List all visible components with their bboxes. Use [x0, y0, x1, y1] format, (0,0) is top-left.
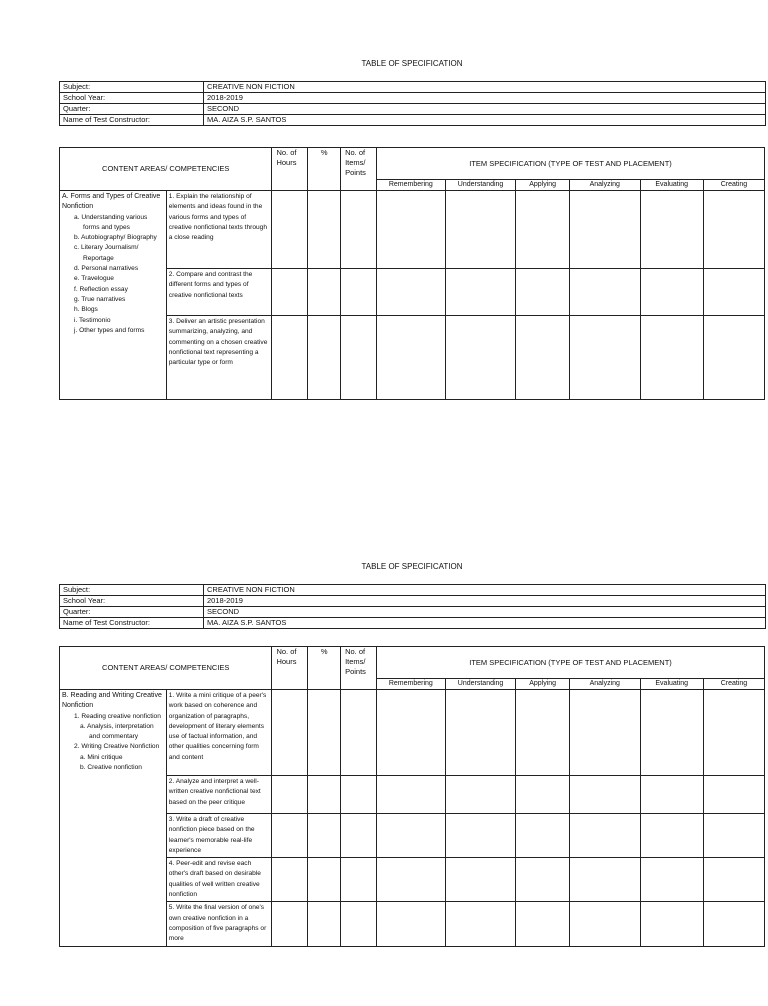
- creating-cell[interactable]: [703, 858, 764, 902]
- items-cell[interactable]: [341, 858, 377, 902]
- school-year-value: 2018-2019: [204, 93, 766, 104]
- level-evaluating: Evaluating: [640, 679, 703, 690]
- list-item: 1. Reading creative nonfiction: [74, 712, 161, 720]
- understanding-cell[interactable]: [445, 902, 516, 946]
- header-item-specification: ITEM SPECIFICATION (TYPE OF TEST AND PLACEMENT): [377, 148, 765, 180]
- evaluating-cell[interactable]: [640, 858, 703, 902]
- header-percent: %: [308, 647, 341, 690]
- level-analyzing: Analyzing: [569, 679, 640, 690]
- content-area-title: B. Reading and Writing Creative Nonfiction: [62, 692, 162, 710]
- subject-label: Subject:: [60, 82, 204, 93]
- evaluating-cell[interactable]: [640, 902, 703, 946]
- level-understanding: Understanding: [445, 679, 516, 690]
- evaluating-cell[interactable]: [640, 814, 703, 858]
- competency-cell: 5. Write the final version of one's own creative nonfiction in a composition of five paragraphs or more: [166, 902, 272, 946]
- list-item: c. Literary Journalism/ Reportage: [74, 244, 139, 262]
- competency-cell: 2. Analyze and interpret a well-written creative nonfictional text based on the peer critique: [166, 776, 272, 814]
- header-hours: No. of Hours: [272, 647, 308, 690]
- header-content-areas: CONTENT AREAS/ COMPETENCIES: [60, 148, 272, 191]
- level-evaluating: Evaluating: [640, 180, 703, 191]
- hours-cell[interactable]: [272, 902, 308, 946]
- level-applying: Applying: [516, 679, 569, 690]
- tos-page-2: [59, 0, 765, 1006]
- percent-cell[interactable]: [308, 858, 341, 902]
- competency-cell: 3. Write a draft of creative nonfiction piece based on the learner's memorable real-life experience: [166, 814, 272, 858]
- level-applying: Applying: [516, 180, 569, 191]
- list-item: e. Travelogue: [74, 275, 114, 283]
- percent-cell[interactable]: [308, 690, 341, 776]
- subject-label: Subject:: [60, 585, 204, 596]
- items-cell[interactable]: [341, 814, 377, 858]
- analyzing-cell[interactable]: [569, 814, 640, 858]
- quarter-label: Quarter:: [60, 607, 204, 618]
- level-creating: Creating: [703, 679, 764, 690]
- applying-cell[interactable]: [516, 902, 569, 946]
- level-creating: Creating: [703, 180, 764, 191]
- constructor-label: Name of Test Constructor:: [60, 115, 204, 126]
- page-title: TABLE OF SPECIFICATION: [361, 59, 463, 68]
- items-cell[interactable]: [341, 690, 377, 776]
- applying-cell[interactable]: [516, 690, 569, 776]
- content-area-b: [60, 690, 167, 947]
- understanding-cell[interactable]: [445, 814, 516, 858]
- level-understanding: Understanding: [445, 180, 516, 191]
- understanding-cell[interactable]: [445, 690, 516, 776]
- creating-cell[interactable]: [703, 814, 764, 858]
- creating-cell[interactable]: [703, 690, 764, 776]
- percent-cell[interactable]: [308, 814, 341, 858]
- header-items-points: No. of Items/ Points: [341, 647, 377, 690]
- hours-cell[interactable]: [272, 690, 308, 776]
- competency-cell: 1. Explain the relationship of elements and ideas found in the various forms and types of creative nonfictional texts through a close reading: [166, 191, 272, 269]
- content-area-list: [62, 712, 164, 774]
- hours-cell[interactable]: [272, 776, 308, 814]
- remembering-cell[interactable]: [377, 776, 446, 814]
- applying-cell[interactable]: [516, 776, 569, 814]
- understanding-cell[interactable]: [445, 858, 516, 902]
- school-year-label: School Year:: [60, 93, 204, 104]
- analyzing-cell[interactable]: [569, 858, 640, 902]
- list-item: b. Autobiography/ Biography: [74, 234, 157, 242]
- competency-cell: 3. Deliver an artistic presentation summarizing, analyzing, and commenting on a chosen creative nonfictional text representing a particular type or form: [166, 316, 272, 400]
- list-item: i. Testimonio: [74, 316, 111, 324]
- items-cell[interactable]: [341, 902, 377, 946]
- hours-cell[interactable]: [272, 814, 308, 858]
- quarter-value: SECOND: [204, 607, 766, 618]
- info-row-subject: [60, 585, 766, 596]
- table-row: [60, 690, 765, 776]
- items-cell[interactable]: [341, 776, 377, 814]
- list-item: g. True narratives: [74, 295, 126, 303]
- info-table: [59, 584, 766, 629]
- analyzing-cell[interactable]: [569, 776, 640, 814]
- applying-cell[interactable]: [516, 814, 569, 858]
- list-item: d. Personal narratives: [74, 265, 139, 273]
- list-item: a. Understanding various forms and types: [74, 213, 148, 231]
- header-content-areas: CONTENT AREAS/ COMPETENCIES: [60, 647, 272, 690]
- quarter-label: Quarter:: [60, 104, 204, 115]
- creating-cell[interactable]: [703, 902, 764, 946]
- content-area-title: A. Forms and Types of Creative Nonfiction: [62, 193, 161, 211]
- level-analyzing: Analyzing: [569, 180, 640, 191]
- header-item-specification: ITEM SPECIFICATION (TYPE OF TEST AND PLACEMENT): [377, 647, 765, 679]
- header-items-points: No. of Items/ Points: [341, 148, 377, 191]
- list-item: b. Creative nonfiction: [80, 764, 142, 772]
- header-hours: No. of Hours: [272, 148, 308, 191]
- list-item: j. Other types and forms: [74, 326, 145, 334]
- analyzing-cell[interactable]: [569, 902, 640, 946]
- remembering-cell[interactable]: [377, 690, 446, 776]
- evaluating-cell[interactable]: [640, 690, 703, 776]
- list-item: a. Analysis, interpretation and commentary: [80, 722, 154, 741]
- school-year-label: School Year:: [60, 596, 204, 607]
- list-item: 2. Writing Creative Nonfiction: [74, 743, 160, 751]
- hours-cell[interactable]: [272, 858, 308, 902]
- level-remembering: Remembering: [377, 679, 446, 690]
- percent-cell[interactable]: [308, 776, 341, 814]
- list-item: f. Reflection essay: [74, 285, 128, 293]
- quarter-value: SECOND: [204, 104, 766, 115]
- info-row-constructor: [60, 618, 766, 629]
- analyzing-cell[interactable]: [569, 690, 640, 776]
- constructor-label: Name of Test Constructor:: [60, 618, 204, 629]
- constructor-value: MA. AIZA S.P. SANTOS: [204, 618, 766, 629]
- remembering-cell[interactable]: [377, 858, 446, 902]
- school-year-value: 2018-2019: [204, 596, 766, 607]
- specification-table: [59, 646, 765, 947]
- info-row-quarter: [60, 607, 766, 618]
- info-row-school-year: [60, 596, 766, 607]
- competency-cell: 4. Peer-edit and revise each other's draft based on desirable qualities of well written creative nonfiction: [166, 858, 272, 902]
- remembering-cell[interactable]: [377, 902, 446, 946]
- list-item: h. Blogs: [74, 306, 98, 314]
- subject-value: CREATIVE NON FICTION: [204, 585, 766, 596]
- header-percent: %: [308, 148, 341, 191]
- percent-cell[interactable]: [308, 902, 341, 946]
- remembering-cell[interactable]: [377, 814, 446, 858]
- creating-cell[interactable]: [703, 776, 764, 814]
- understanding-cell[interactable]: [445, 776, 516, 814]
- subject-value: CREATIVE NON FICTION: [204, 82, 766, 93]
- competency-cell: 1. Write a mini critique of a peer's work based on coherence and organization of paragraphs, development of literary elements use of factual information, and other qualities concerning form and content: [166, 690, 272, 776]
- applying-cell[interactable]: [516, 858, 569, 902]
- competency-cell: 2. Compare and contrast the different forms and types of creative nonfictional texts: [166, 269, 272, 316]
- evaluating-cell[interactable]: [640, 776, 703, 814]
- constructor-value: MA. AIZA S.P. SANTOS: [204, 115, 766, 126]
- page-title: TABLE OF SPECIFICATION: [361, 562, 463, 571]
- list-item: a. Mini critique: [80, 753, 123, 761]
- level-remembering: Remembering: [377, 180, 446, 191]
